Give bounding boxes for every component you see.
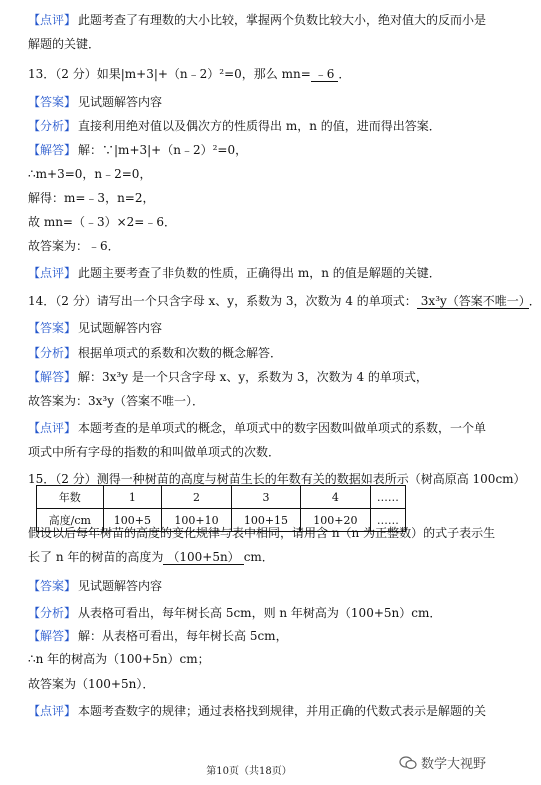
text-line [28, 549, 476, 565]
section-tag: 【点评】 [28, 266, 77, 280]
answer-blank: （100+5n） [163, 550, 243, 565]
line-text: 14．（2 分）请写出一个只含字母 x、y，系数为 3，次数为 4 的单项式： [28, 294, 417, 308]
answer-block-line [28, 605, 476, 621]
table-cell: 1 [103, 486, 162, 509]
section-tag: 【解答】 [28, 143, 77, 157]
section-tag: 【分析】 [28, 119, 77, 133]
answer-block-line [28, 320, 476, 336]
answer-blank: 3x³y（答案不唯一） [417, 294, 529, 309]
line-text: 解得：m=﹣3，n=2， [28, 191, 155, 205]
line-text: ∴m+3=0，n﹣2=0， [28, 167, 152, 181]
answer-blank: ﹣6 [311, 67, 339, 82]
line-text: 此题主要考查了非负数的性质，正确得出 m，n 的值是解题的关键． [78, 266, 441, 280]
line-suffix: cm． [243, 550, 274, 564]
answer-block-line [28, 420, 487, 436]
text-line [28, 166, 476, 182]
text-line [28, 36, 476, 52]
text-line [28, 676, 476, 692]
section-tag: 【点评】 [28, 13, 77, 27]
watermark-text: 数学大视野 [420, 757, 486, 772]
line-text: 项式中所有字母的指数的和叫做单项式的次数． [28, 445, 281, 459]
line-text: 此题考查了有理数的大小比较，掌握两个负数比较大小，绝对值大的反而小是 [78, 13, 487, 27]
table-row [37, 486, 406, 509]
text-line [28, 190, 476, 206]
section-tag: 【答案】 [28, 95, 77, 109]
text-line [28, 238, 476, 254]
answer-block-line [28, 94, 476, 110]
text-line [28, 293, 541, 309]
table-cell: 2 [162, 486, 231, 509]
text-line [28, 651, 476, 667]
section-tag: 【分析】 [28, 346, 77, 360]
table-cell: 年数 [37, 486, 104, 509]
line-text: 从表格可看出，每年树长高 5cm，则 n 年树高为（100+5n）cm． [78, 606, 442, 620]
answer-block-line [28, 12, 487, 28]
section-tag: 【答案】 [28, 579, 77, 593]
line-text: 解题的关键． [28, 37, 101, 51]
line-text: 假设以后每年树苗的高度的变化规律与表中相同，请用含 n（n 为正整数）的式子表示生 [28, 526, 496, 540]
table-cell: 100+10 [162, 509, 231, 532]
answer-block-line [28, 703, 487, 719]
text-line [28, 393, 476, 409]
line-text: 见试题解答内容 [78, 95, 163, 109]
line-text: 根据单项式的系数和次数的概念解答． [78, 346, 283, 360]
line-text: 本题考查数字的规律；通过表格找到规律，并用正确的代数式表示是解题的关 [78, 704, 487, 718]
line-suffix: ． [338, 67, 351, 81]
table-cell: 3 [231, 486, 300, 509]
line-text: 故答案为：3x³y（答案不唯一）． [28, 394, 204, 408]
text-line [28, 444, 476, 460]
answer-block-line [28, 578, 476, 594]
table-cell: 4 [301, 486, 370, 509]
table-cell: …… [370, 509, 405, 532]
wechat-icon [399, 756, 417, 770]
line-text: 故 mn=（﹣3）×2=﹣6． [28, 215, 176, 229]
line-suffix: ． [528, 294, 541, 308]
page-footer: 第10页（共18页） [206, 766, 292, 777]
line-text: 解：∵|m+3|+（n﹣2）²=0， [78, 143, 248, 157]
tree-height-table [36, 485, 406, 532]
table-cell: 高度/cm [37, 509, 104, 532]
answer-block-line [28, 265, 476, 281]
answer-block-line [28, 369, 476, 385]
line-text: 长了 n 年的树苗的高度为 [28, 550, 164, 564]
answer-block-line [28, 142, 476, 158]
line-text: 直接利用绝对值以及偶次方的性质得出 m，n 的值，进而得出答案． [78, 119, 441, 133]
section-tag: 【解答】 [28, 370, 77, 384]
line-text: 见试题解答内容 [78, 321, 163, 335]
line-text: ∴n 年的树高为（100+5n）cm； [28, 652, 210, 666]
line-text: 故答案为：﹣6． [28, 239, 120, 253]
line-text: 解：从表格可看出，每年树长高 5cm， [78, 629, 288, 643]
table-cell: 100+20 [301, 509, 370, 532]
table-cell: …… [370, 486, 405, 509]
text-line [28, 66, 476, 82]
line-text: 15．（2 分）测得一种树苗的高度与树苗生长的年数有关的数据如表所示（树高原高 100cm） [28, 472, 526, 486]
answer-block-line [28, 345, 476, 361]
line-text: 本题考查的是单项式的概念，单项式中的数字因数叫做单项式的系数，一个单 [78, 421, 487, 435]
table-row [37, 509, 406, 532]
line-text: 故答案为（100+5n）． [28, 677, 155, 691]
table-cell: 100+15 [231, 509, 300, 532]
section-tag: 【答案】 [28, 321, 77, 335]
answer-block-line [28, 118, 476, 134]
watermark [399, 753, 486, 772]
answer-block-line [28, 628, 476, 644]
table-cell: 100+5 [103, 509, 162, 532]
line-text: 见试题解答内容 [78, 579, 163, 593]
section-tag: 【分析】 [28, 606, 77, 620]
line-text: 13．（2 分）如果|m+3|+（n﹣2）²=0，那么 mn= [28, 67, 311, 81]
section-tag: 【点评】 [28, 421, 77, 435]
line-text: 解：3x³y 是一个只含字母 x、y，系数为 3，次数为 4 的单项式， [78, 370, 428, 384]
section-tag: 【解答】 [28, 629, 77, 643]
text-line [28, 214, 476, 230]
section-tag: 【点评】 [28, 704, 77, 718]
